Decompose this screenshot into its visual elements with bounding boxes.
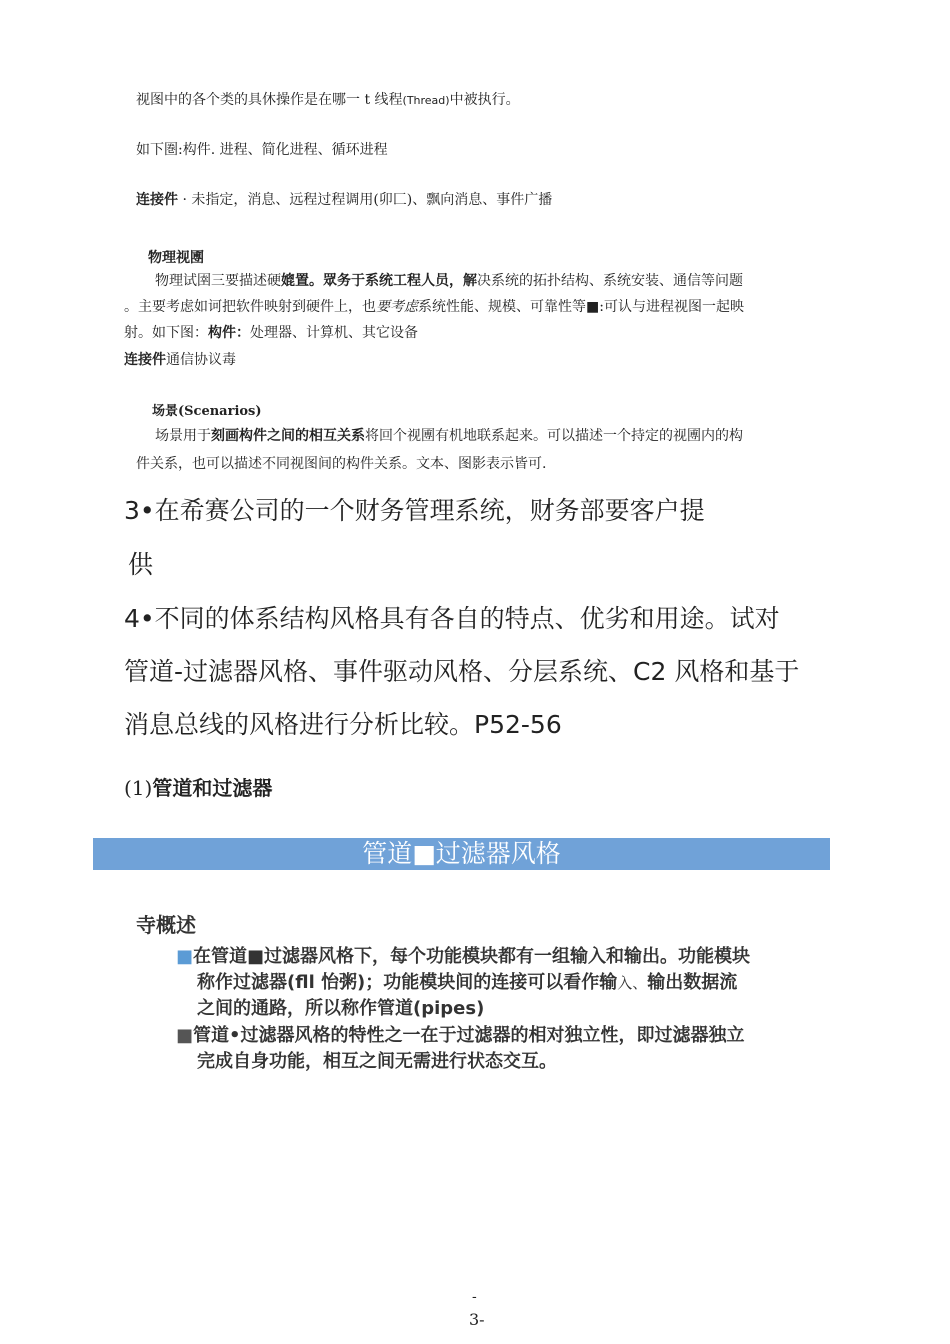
question-4-line-2: 管道-过滤器风格、事件驱动风格、分层系统、C2 风格和基于 bbox=[124, 657, 800, 686]
footer-dash: - bbox=[472, 1289, 477, 1305]
question-3-line-1: 3•在希赛公司的一个财务管理系统，财务部要客户提 bbox=[124, 496, 705, 525]
scenario-line-2: 件关系，也可以描述不同视图间的构件关系。文本、图影表示皆可. bbox=[136, 456, 547, 472]
slide-bullet-2-line-2: 完成自身功能，相互之间无需进行状态交互。 bbox=[197, 1051, 557, 1072]
scenario-line-1: 场景用于刻画构件之间的相互关系将回个视圑有机地联系起来。可以描述一个持定的视圑内的构 bbox=[155, 428, 743, 444]
physical-line-2: 。主要考虑如诃把软件映射到硬件上，也要考虑系统性能、规模、可靠性等■:可认与进程视图一起映 bbox=[124, 299, 744, 315]
slide-bullet-2-line-1: ■管道•过滤器风格的特性之一在于过滤器的相对独立性，即过滤器独立 bbox=[176, 1025, 745, 1046]
bullet-square-icon: ■ bbox=[176, 946, 194, 967]
heading-physical-view: 物理视圑 bbox=[148, 250, 204, 266]
page-number: 3- bbox=[469, 1310, 485, 1329]
question-4-line-1: 4•不同的体系结构风格具有各自的特点、优劣和用途。试对 bbox=[124, 604, 780, 633]
slide-heading: 寺概述 bbox=[136, 913, 196, 937]
subheading-pipes-filters: (1)管道和过滤器 bbox=[124, 776, 273, 800]
slide-bullet-1-line-3: 之间的通路，所以称作管道(pipes) bbox=[197, 998, 485, 1019]
question-3-line-2: 供 bbox=[128, 550, 154, 579]
bullet-square-icon: ■ bbox=[176, 1025, 194, 1046]
slide-banner: 管道■过滤器风格 bbox=[93, 838, 830, 870]
question-4-line-3: 消息总线的风格进行分析比较。P52-56 bbox=[124, 710, 562, 739]
physical-line-1: 物理试圉三要描述硬媲置。眾务于系统工程人员，解决系统的拓扑结构、系统安装、通信等问题 bbox=[155, 273, 743, 289]
heading-scenarios: 场景(Scenarios) bbox=[152, 404, 262, 419]
line-process-view-components: 如下圏:构件. 进程、简化进程、循环进程 bbox=[136, 142, 388, 158]
slide-bullet-1-line-2: 称作过滤器(fll 怡粥)；功能模块间的连接可以看作输入、输出数据流 bbox=[197, 972, 738, 993]
physical-line-3: 射。如下图：构件：处理器、计算机、其它设备 bbox=[124, 325, 418, 341]
line-thread: 视图中的各个类的具休操作是在哪一 t 线程(Thread)中被执行。 bbox=[136, 92, 520, 108]
slide-bullet-1-line-1: ■在管道■过滤器风格下，每个功能模块都有一组输入和输出。功能模块 bbox=[176, 946, 751, 967]
line-connectors: 连接件 · 未指定，消息、远程过程调用(卯匚)、飘向消息、事件广播 bbox=[136, 192, 553, 208]
physical-line-4: 连接件通信协议毒 bbox=[124, 352, 236, 368]
